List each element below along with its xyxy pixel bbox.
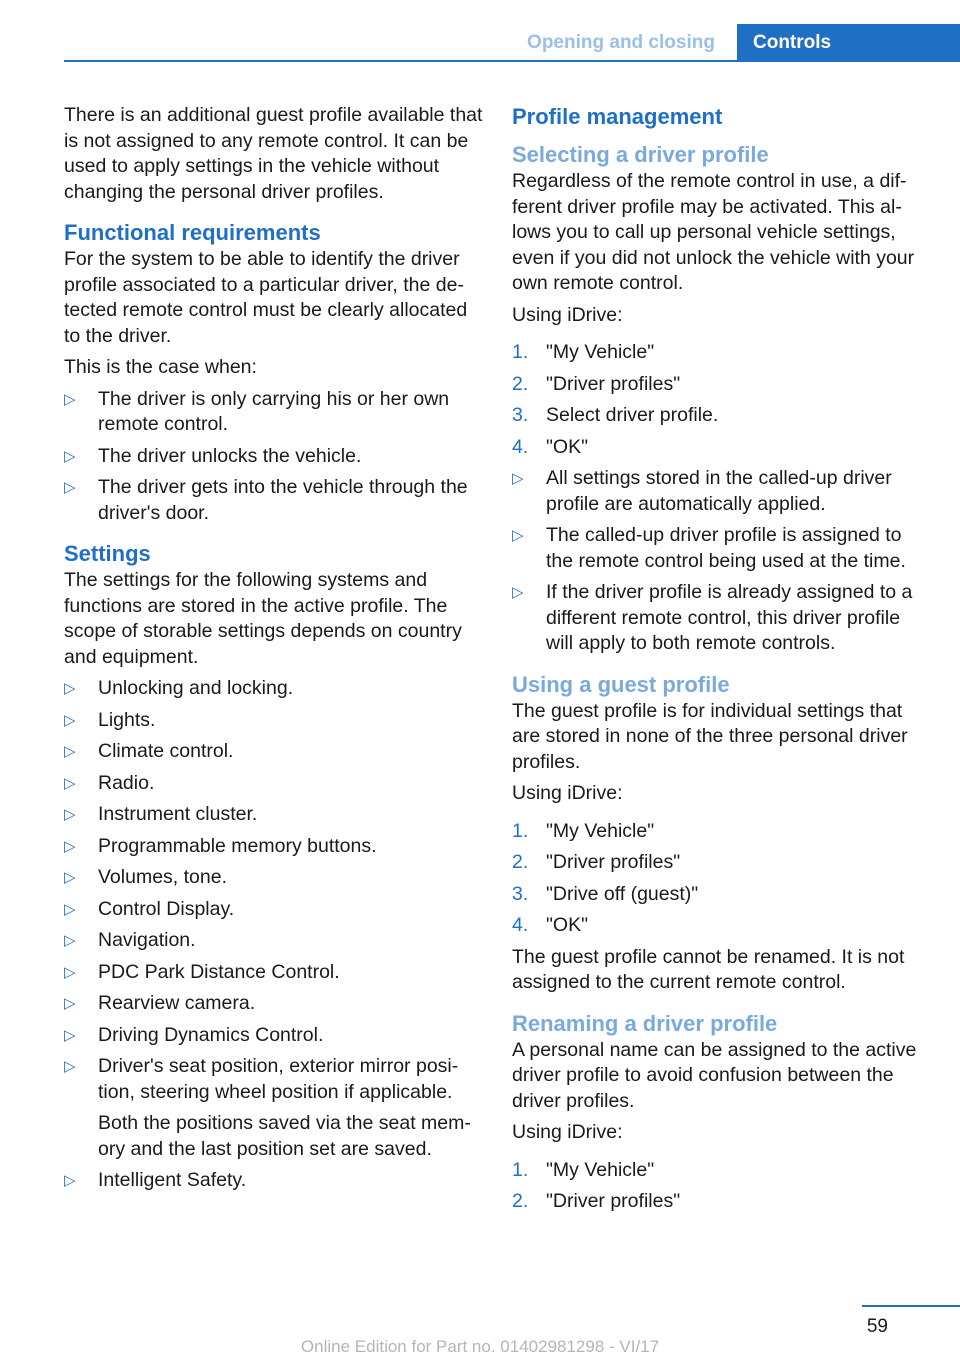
triangle-bullet-icon: ▷	[64, 447, 76, 465]
list-item: ▷ Driving Dynamics Control.	[64, 1023, 484, 1049]
triangle-bullet-icon: ▷	[64, 806, 76, 823]
triangle-bullet-icon: ▷	[64, 1026, 76, 1044]
online-edition-footer: Online Edition for Part no. 01402981298 - VI/17	[300, 1337, 660, 1356]
settings-heading: Settings	[64, 541, 151, 566]
list-item: ▷ Unlocking and locking.	[64, 676, 484, 702]
guest-profile-note: The guest profile cannot be renamed. It is not assigned to the current remote control.	[512, 945, 905, 993]
triangle-bullet-icon: ▷	[64, 869, 76, 886]
list-item: ▷ Programmable memory buttons.	[64, 834, 484, 860]
select-result-list	[512, 466, 932, 657]
list-item: ▷ The driver is only carrying his or her own remote control.	[64, 387, 450, 435]
triangle-bullet-icon: ▷	[64, 963, 76, 981]
list-item: 2. "Driver profiles"	[512, 851, 681, 873]
functional-requirements-text: For the system to be able to identify the driver profile associated to a particular driver, the detected remote control must be clearly allocated to the driver.	[64, 248, 468, 347]
list-item: 3. "Drive off (guest)"	[512, 882, 699, 905]
triangle-bullet-icon: ▷	[64, 774, 76, 792]
list-item: ▷ Navigation.	[64, 928, 484, 954]
list-item: 1. "My Vehicle"	[512, 1158, 655, 1181]
triangle-bullet-icon: ▷	[64, 995, 76, 1012]
page-number-rule	[862, 1305, 960, 1307]
triangle-bullet-icon: ▷	[64, 837, 76, 855]
seat-memory-note: Both the positions saved via the seat memory and the last position set are saved.	[98, 1112, 471, 1160]
using-idrive-label: Using iDrive:	[512, 303, 623, 326]
list-item: ▷ Volumes, tone.	[64, 865, 484, 891]
list-item: ▷ PDC Park Distance Control.	[64, 960, 484, 986]
list-item: ▷ Lights.	[64, 708, 484, 734]
triangle-bullet-icon: ▷	[64, 900, 76, 918]
list-item: ▷ The driver gets into the vehicle through the driver's door.	[64, 476, 468, 524]
triangle-bullet-icon: ▷	[64, 1172, 76, 1189]
list-item: 2. "Driver profiles"	[512, 1190, 681, 1212]
using-idrive-label: Using iDrive:	[512, 782, 623, 804]
triangle-bullet-icon: ▷	[64, 390, 76, 408]
right-column	[512, 103, 932, 1221]
triangle-bullet-icon: ▷	[512, 527, 524, 544]
triangle-bullet-icon: ▷	[64, 711, 76, 729]
case-list	[64, 387, 484, 527]
triangle-bullet-icon: ▷	[512, 470, 524, 487]
tab-controls[interactable]: Controls	[737, 24, 960, 62]
triangle-bullet-icon: ▷	[64, 1058, 76, 1075]
selecting-driver-profile-heading: Selecting a driver profile	[512, 142, 769, 167]
select-steps-list	[512, 340, 932, 460]
settings-text: The settings for the following systems and functions are stored in the active profile. The scope of storable settings depends on country and equipment.	[64, 569, 462, 668]
selecting-driver-profile-text: Regardless of the remote control in use, a different driver profile may be activated. This allows you to call up personal vehicle settings, even if you did not unlock the vehicle with your own remote control.	[512, 170, 915, 294]
guest-profile-text: The guest profile is for individual settings that are stored in none of the three personal driver profiles.	[512, 699, 908, 773]
list-item: ▷ Climate control.	[64, 739, 484, 765]
list-item: 1. "My Vehicle"	[512, 819, 655, 842]
functional-requirements-heading: Functional requirements	[64, 220, 321, 245]
guest-profile-heading: Using a guest profile	[512, 671, 730, 697]
list-item: ▷ Radio.	[64, 771, 484, 797]
rename-steps-list	[512, 1158, 932, 1215]
settings-list	[64, 676, 484, 1194]
list-item: ▷ Rearview camera.	[64, 991, 484, 1017]
renaming-driver-profile-text: A personal name can be assigned to the active driver profile to avoid confusion between the driver profiles.	[512, 1038, 917, 1112]
list-item: ▷ If the driver profile is already assigned to a different remote control, this driver profile will apply to both remote controls.	[512, 581, 913, 654]
list-item: 4. "OK"	[512, 914, 589, 936]
triangle-bullet-icon: ▷	[64, 680, 76, 697]
triangle-bullet-icon: ▷	[64, 932, 76, 949]
list-item: 1. "My Vehicle"	[512, 341, 655, 363]
page-number: 59	[866, 1316, 888, 1337]
profile-management-heading: Profile management	[512, 104, 723, 129]
triangle-bullet-icon: ▷	[512, 584, 524, 601]
intro-paragraph: There is an additional guest profile available that is not assigned to any remote control. It can be used to apply settings in the vehicle without changing the personal driver profiles.	[64, 104, 483, 203]
list-item: ▷ Intelligent Safety.	[64, 1168, 484, 1194]
list-item: 4. "OK"	[512, 435, 589, 458]
triangle-bullet-icon: ▷	[64, 479, 76, 496]
list-item: 2. "Driver profiles"	[512, 372, 681, 395]
list-item: ▷ Driver's seat position, exterior mirror position, steering wheel position if applicable. Both the positions saved via the seat memory and the last position set are saved.	[64, 1054, 484, 1162]
guest-steps-list	[512, 819, 932, 939]
case-intro-text: This is the case when:	[64, 356, 257, 378]
left-column	[64, 103, 484, 1200]
renaming-driver-profile-heading: Renaming a driver profile	[512, 1010, 778, 1036]
using-idrive-label: Using iDrive:	[512, 1121, 623, 1143]
triangle-bullet-icon: ▷	[64, 743, 76, 760]
tab-opening-and-closing[interactable]: Opening and closing	[527, 32, 715, 53]
header-rule	[64, 60, 960, 62]
list-item: ▷ The called-up driver profile is assigned to the remote control being used at the time.	[512, 524, 906, 572]
list-item: ▷ All settings stored in the called-up driver profile are automatically applied.	[512, 467, 892, 515]
list-item: 3. Select driver profile.	[512, 404, 719, 426]
list-item: ▷ Instrument cluster.	[64, 802, 484, 828]
list-item: ▷ The driver unlocks the vehicle.	[64, 444, 484, 470]
list-item: ▷ Control Display.	[64, 897, 484, 923]
